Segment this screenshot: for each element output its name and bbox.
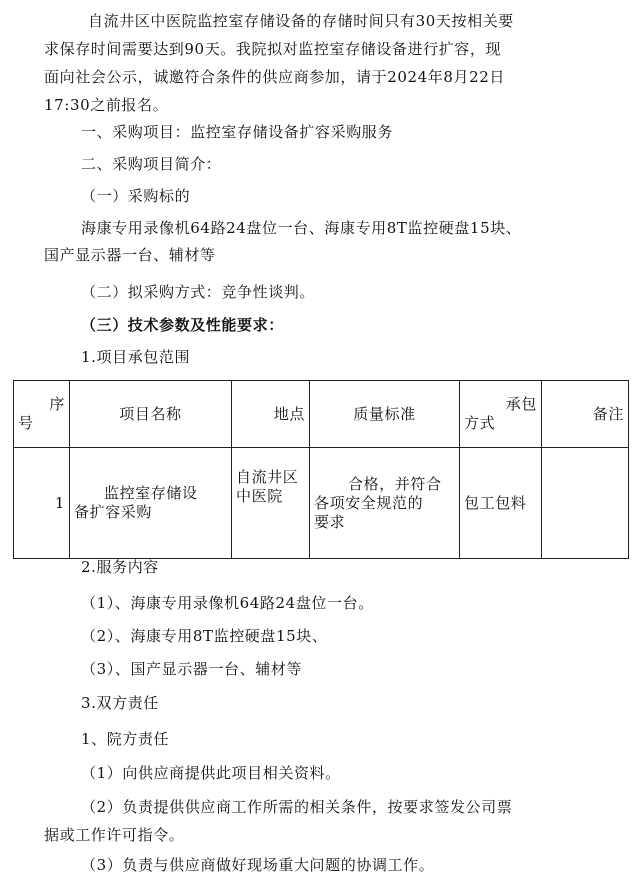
cell-place-line-2: 中医院 (236, 487, 283, 505)
table-header-row (14, 381, 629, 448)
header-project-name: 项目名称 (70, 381, 232, 448)
service-item-2: （2）、海康专用8T监控硬盘15块、 (81, 627, 328, 645)
cell-place-line-1: 自流井区 (236, 468, 299, 486)
service-item-3: （3）、国产显示器一台、辅材等 (81, 660, 303, 678)
cell-name-line-2: 备扩容采购 (74, 503, 153, 521)
target-line-1: 海康专用录像机64路24盘位一台、海康专用8T监控硬盘15块、 (81, 219, 522, 237)
service-title: 2.服务内容 (81, 558, 159, 576)
cell-note (542, 448, 629, 559)
section-project-brief: 二、采购项目简介： (81, 155, 222, 173)
header-no (14, 381, 70, 448)
header-no-top: 序 (49, 395, 65, 413)
intro-line-3: 面向社会公示，诚邀符合条件的供应商参加，请于2024年8月22日 (44, 68, 506, 86)
header-method-top: 承包 (505, 395, 537, 413)
intro-line-1: 自流井区中医院监控室存储设备的存储时间只有30天按相关要 (88, 12, 514, 30)
header-method-bottom: 方式 (464, 414, 496, 432)
header-note: 备注 (542, 381, 629, 448)
cell-contract-method: 包工包料 (460, 448, 542, 559)
duty-title: 3.双方责任 (81, 694, 159, 712)
service-item-1: （1）、海康专用录像机64路24盘位一台。 (81, 594, 374, 612)
subsection-purchase-target: （一）采购标的 (81, 187, 191, 205)
duty-item-1: （1）向供应商提供此项目相关资料。 (81, 764, 341, 782)
cell-quality-line-2: 各项安全规范的 (314, 493, 424, 512)
subsection-purchase-method: （二）拟采购方式：竞争性谈判。 (81, 283, 316, 301)
header-contract-method (460, 381, 542, 448)
section-purchase-project: 一、采购项目：监控室存储设备扩容采购服务 (81, 123, 394, 141)
duty-item-3: （3）负责与供应商做好现场重大问题的协调工作。 (81, 856, 435, 874)
scope-title: 1.项目承包范围 (81, 348, 191, 366)
table-row (14, 448, 629, 559)
duty-item-2-line-1: （2）负责提供供应商工作所需的相关条件，按要求签发公司票 (81, 798, 513, 816)
hospital-duty-title: 1、院方责任 (81, 730, 170, 748)
header-quality-standard: 质量标准 (310, 381, 460, 448)
header-no-bottom: 号 (18, 414, 34, 432)
header-place: 地点 (232, 381, 310, 448)
duty-item-2-line-2: 据或工作许可指令。 (44, 826, 185, 844)
subsection-technical-params: （三）技术参数及性能要求： (81, 316, 284, 334)
intro-line-4: 17:30之前报名。 (44, 96, 169, 114)
target-line-2: 国产显示器一台、辅材等 (44, 246, 216, 264)
intro-line-2: 求保存时间需要达到90天。我院拟对监控室存储设备进行扩容，现 (44, 40, 502, 58)
cell-quality-line-3: 要求 (314, 512, 346, 531)
cell-quality-line-1: 合格，并符合 (348, 474, 442, 493)
cell-quality (310, 448, 460, 559)
cell-project-name (70, 448, 232, 559)
project-scope-table (13, 380, 629, 559)
cell-name-line-1: 监控室存储设 (104, 484, 198, 502)
cell-place (232, 448, 310, 559)
cell-no: 1 (14, 448, 70, 559)
